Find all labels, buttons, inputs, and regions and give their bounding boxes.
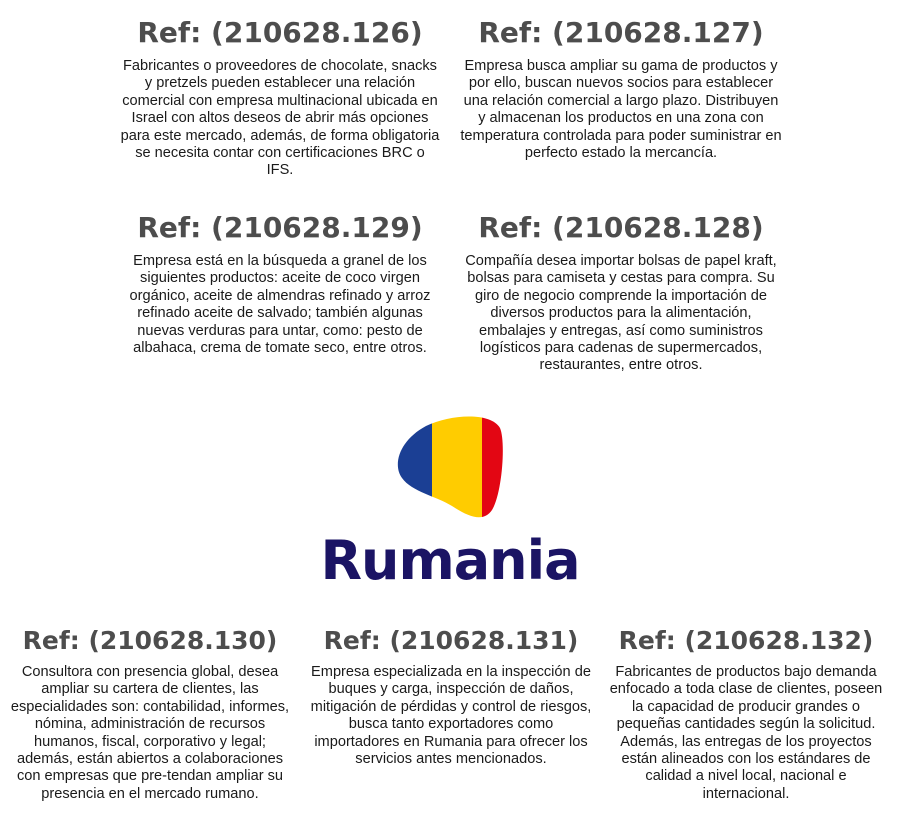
offer-description: Compañía desea importar bolsas de papel kraft, bolsas para camiseta y cestas para compra. Su giro de negocio comprende la importación de diversos productos para la alimentación, embalajes y entregas, así como suministros logísticos para cadenas de supermercados, restaurantes, entre otros. [465, 253, 777, 374]
offer-card-132 [605, 626, 887, 803]
offer-card-130 [10, 626, 290, 803]
romania-flag-icon [396, 414, 504, 522]
offer-card-129 [120, 211, 440, 357]
reference-heading: Ref: (210628.126) [137, 16, 423, 49]
flag-yellow-stripe [432, 414, 482, 522]
offer-card-127 [460, 16, 782, 162]
country-name: Rumania [320, 529, 580, 592]
offer-description: Fabricantes de productos bajo demanda enfocado a toda clase de clientes, poseen la capacidad de producir grandes o pequeñas cantidades según la solicitud. Además, las entregas de los proyectos están alineados con los estándares de calidad a nivel local, nacional e internacional. [609, 664, 883, 802]
offer-card-128 [460, 211, 782, 375]
reference-heading: Ref: (210628.132) [618, 626, 874, 655]
offer-description: Empresa está en la búsqueda a granel de los siguientes productos: aceite de coco virgen orgánico, aceite de almendras refinado y arroz refinado aceite de salvado; también algunas nuevas verduras para untar, como: pesto de albahaca, crema de tomate seco, entre otros. [129, 253, 431, 357]
offer-description: Empresa especializada en la inspección de buques y carga, inspección de daños, mitigación de pérdidas y control de riesgos, busca tanto exportadores como importadores en Rumania para ofrecer los servicios antes mencionados. [310, 664, 592, 768]
offer-description: Consultora con presencia global, desea ampliar su cartera de clientes, las especialidades son: contabilidad, informes, nómina, administración de recursos humanos, fiscal, corporativo y legal; además, están abiertos a colaboraciones con empresas que pre-tendan ampliar su presencia en el mercado rumano. [10, 664, 290, 802]
offer-card-131 [305, 626, 597, 768]
reference-heading: Ref: (210628.128) [478, 211, 764, 244]
reference-heading: Ref: (210628.127) [478, 16, 764, 49]
offer-card-126 [120, 16, 440, 180]
flag-red-stripe [482, 414, 504, 522]
offer-description: Empresa busca ampliar su gama de productos y por ello, buscan nuevos socios para establecer una relación comercial a largo plazo. Distribuyen y almacenan los productos en una zona con temperatura controlada para poder suministrar en perfecto estado la mercancía. [460, 58, 782, 162]
flag-blue-stripe [396, 414, 432, 522]
reference-heading: Ref: (210628.131) [323, 626, 579, 655]
offer-description: Fabricantes o proveedores de chocolate, snacks y pretzels pueden establecer una relación comercial con empresa multinacional ubicada en Israel con altos deseos de abrir más opciones para este mercado, además, de forma obligatoria se necesita contar con certificaciones BRC o IFS. [120, 58, 440, 179]
reference-heading: Ref: (210628.130) [22, 626, 278, 655]
reference-heading: Ref: (210628.129) [137, 211, 423, 244]
